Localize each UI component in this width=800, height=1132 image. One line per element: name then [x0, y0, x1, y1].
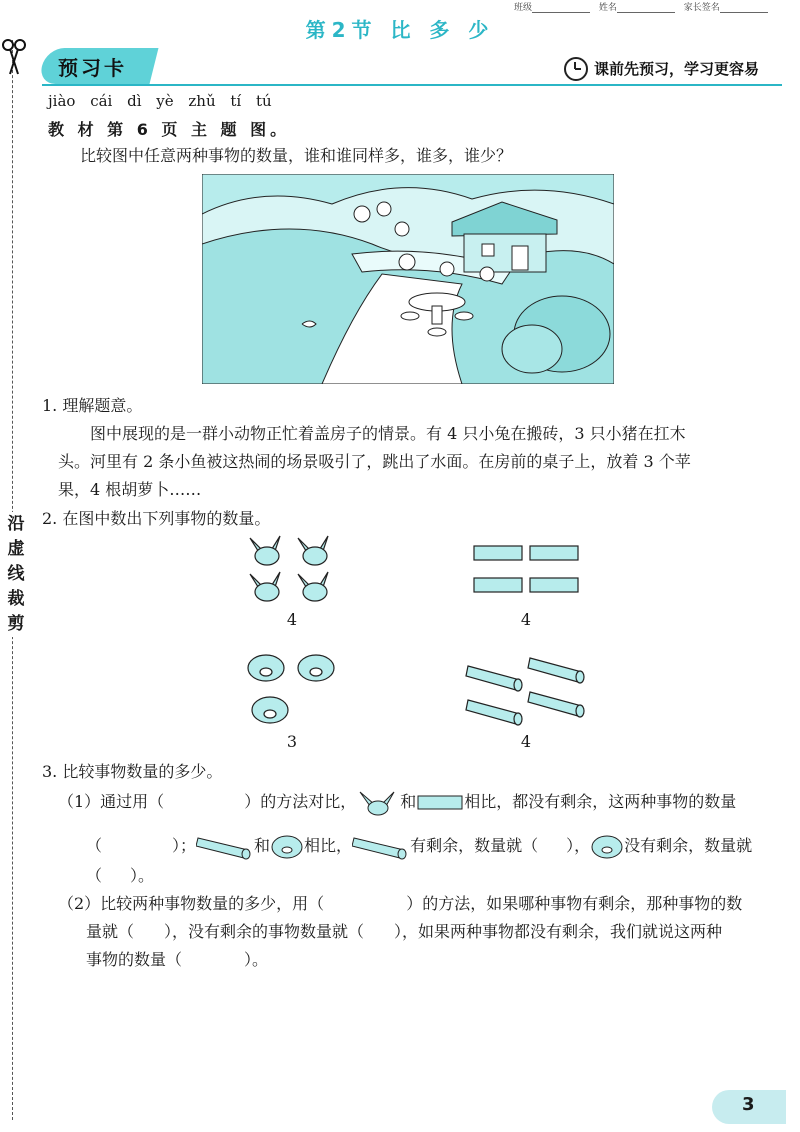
section-2-title: 2. 在图中数出下列事物的数量。	[42, 509, 271, 528]
bricks-count: 4	[520, 610, 532, 629]
cut-label: 沿 虚 线 裁 剪	[3, 512, 29, 637]
q1-line-1: （1）通过用（ ）的方法对比， 和 相比，都没有剩余，这两种事物的数量	[58, 788, 736, 816]
alarm-clock-icon	[564, 57, 588, 81]
log-icon	[196, 834, 254, 860]
theme-illustration	[202, 174, 614, 384]
q2-line-2: 量就（ ），没有剩余的事物数量就（ ），如果两种事物都没有剩余，我们就说这两种	[86, 922, 723, 941]
intro-question: 比较图中任意两种事物的数量，谁和谁同样多，谁多，谁少？	[80, 146, 513, 165]
class-field	[514, 0, 774, 13]
section-1-line-2: 头。河里有 2 条小鱼被这热闹的场景吸引了，跳出了水面。在房前的桌子上，放着 3 个苹	[58, 452, 691, 471]
page-number: 3	[742, 1094, 755, 1115]
bricks-picture	[472, 542, 582, 598]
scissors-icon	[1, 38, 27, 78]
q1-line-2: （ ）； 和 相比， 有剩余，数量就（ ）， 没有剩余，数量就	[86, 832, 752, 861]
pig-icon	[270, 833, 304, 861]
brick-icon	[416, 794, 464, 812]
section-1-title: 1. 理解题意。	[42, 396, 143, 415]
log-icon	[352, 834, 410, 860]
pinyin-line: jiào cái dì yè zhǔ tí tú	[48, 92, 272, 110]
intro-heading: 教 材 第 6 页 主 题 图。	[48, 120, 291, 139]
preview-card-title: 预习卡	[58, 56, 127, 80]
preview-tagline: 课前先预习，学习更容易	[594, 60, 760, 78]
section-3-title: 3. 比较事物数量的多少。	[42, 762, 223, 781]
header-divider	[42, 84, 782, 86]
pigs-picture	[244, 652, 340, 728]
logs-count: 4	[520, 732, 532, 751]
logs-picture	[464, 654, 590, 728]
pigs-count: 3	[286, 732, 298, 751]
parent-signature-label: 家长签名	[683, 3, 720, 13]
rabbit-icon	[356, 790, 400, 816]
name-label: 姓名	[598, 3, 617, 13]
rabbits-count: 4	[286, 610, 298, 629]
q1-line-3: （ ）。	[86, 866, 155, 885]
q2-line-1: （2）比较两种事物数量的多少，用（ ）的方法，如果哪种事物有剩余，那种事物的数	[58, 894, 743, 913]
section-1-line-1: 图中展现的是一群小动物正忙着盖房子的情景。有 4 只小兔在搬砖，3 只小猪在扛木	[90, 424, 686, 443]
class-label: 班级	[514, 3, 533, 13]
q2-line-3: 事物的数量（ ）。	[86, 950, 269, 969]
rabbits-picture	[244, 532, 340, 604]
pig-icon	[590, 833, 624, 861]
section-title: 第2节 比 多 少	[305, 18, 495, 42]
section-1-line-3: 果，4 根胡萝卜……	[58, 480, 202, 499]
